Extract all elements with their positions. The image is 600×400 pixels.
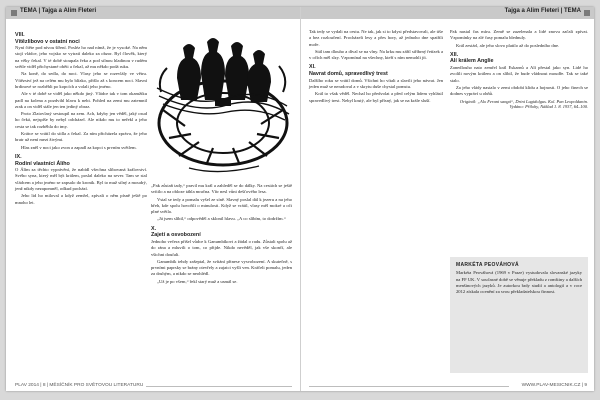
section-title: Zajetí a osvobození [151, 232, 201, 239]
section-title: Rodiní vlastníci Álího [15, 160, 70, 167]
section-number: X. [151, 225, 157, 232]
left-header-label: TÉMA | Tajga a Alim Fleteri [20, 8, 97, 14]
paragraph: Dalšího roku se vrátil domů. Všichni ho vítali a slavili jeho návrat. Jen jeden muž se neradoval a v skrytu duše chystal pomstu. [309, 77, 443, 89]
right-column-2 [450, 29, 588, 249]
left-page-header [6, 7, 300, 19]
section-number: IX. [15, 153, 22, 160]
paragraph: Tak tedy se vydali na cestu. Ne tak, jak si to kdysi představovali, ale tiše a bez rozloučení. Procházeli lesy a přes hory, až jednoho dne spatřili moře. [309, 29, 443, 47]
section-heading [15, 154, 147, 167]
paragraph: Krátce se vrátil do sídla a čekal. Za ním přicházela zpráva, že jeho bratr už není mezi živými. [15, 131, 147, 143]
paragraph: Proto Zlatovlasý sestoupil na zem. Ach, kdyby jen věděl, jaký osud ho čeká, nejspíše by nebyl odcházel. Ale nikdo mu to neřekl a jeho cesta se tak rozběhla do tmy. [15, 111, 147, 129]
paragraph: Jednoho večera přišel vůdce k Ganumbíkovi a žádal o radu. Zůstali spolu až do rána a mluvili o tom, co přijde. Nikdo nevěděl, jak vše skončí, ale všichni doufali. [151, 238, 292, 257]
paragraph: „Já jsem slíbil,“ odpověděl a sklonil hlavu. „A co slíbím, to dodržím.“ [157, 216, 286, 222]
woodcut-illustration [149, 28, 297, 178]
section-number: XI. [309, 64, 316, 71]
center-block [215, 98, 231, 106]
quote-paragraph: „Pak zůstaň tady,“ pravil mu král a zahleděl se do dálky. Na cestách se ještě svítilo a na obloze táhla mračna. Vítr nesl vůni dešťového lesa. [151, 183, 292, 195]
section-heading [450, 52, 588, 65]
left-page [6, 7, 300, 391]
paragraph: Na koně, do sedla, do noci. Vlasy jeho se rozevlály ve větru. Vítězství jež na celém mu bylo blízko, přišlo až s koncem noci. Slavní hrdinové se rozběhli po kopcích a volali jeho jméno. [15, 71, 147, 89]
section-heading [15, 32, 147, 45]
bio-text: Markéta Peováhová (1969 v Praze) vystudovala slovanské jazyky na FF UK. V současné době se věnuje překladu z romštiny a dalších menšinových jazyků. Je autorkou řady studií a antologií a v roce 2012 získala ocenění za svou překladatelskou činnost. [456, 270, 582, 295]
paragraph: Nyní čtěte pod nívou šíření. Posléz ho nad nímž, že je vysoké. Na něm stojí vládce, jeho vojsko se vytratí daleko za obzor. Byl člověk, který na věky čekal. V té době stoupala řeka a pod silnou hladinou v rudém světle viděl přichystané oběti a čekal, až mu někdo podá ruku. [15, 45, 147, 70]
footer-rule [146, 386, 292, 387]
header-marker [584, 10, 590, 16]
footer-rule [309, 386, 509, 387]
paragraph: „Už je po všem,“ řekl starý muž a usmál se. [157, 278, 238, 284]
section-number: XII. [450, 51, 459, 58]
right-page-header [301, 7, 594, 19]
paragraph: Hlas zněl v noci jako zvon a zapadl za kopci s prvním světlem. [21, 144, 137, 150]
paragraph: Král to však věděl. Nechal ho předvolat a před celým lidem vyhlásil spravedlivý trest. Nebyl krutý, ale byl přísný, jak se na krále sluší. [309, 91, 443, 103]
section-title: Alí králem Anglie [450, 58, 494, 65]
paragraph: O Álím za těchto vyprávění, že nabídl všechna slibovaná království. Svého syna, který měl být králem, poslal daleko na sever. Tam se stal vládcem a jeho jméno se zapsalo do kronik. Byl to muž silný a moudrý, jenž nikdy nezapomněl, odkud pochází. [15, 167, 147, 192]
paragraph: Jeho lid ho miloval a když zemřel, zpívali o něm písně ještě po mnoho let. [15, 193, 147, 205]
right-page-footer [301, 382, 594, 391]
paragraph: Vstal se tedy a pomalu vyšel ze síně. Slavný poslal dál k jezeru a na jeho břeh, kde spolu hovořili o minulosti. Když se vrátil, vlasy měl mokré a oči plné světla. [151, 196, 292, 215]
author-bio-box [450, 257, 588, 373]
right-header-label: Tajga a Alim Fleteri | TÉMA [504, 8, 581, 14]
document-spread [6, 7, 594, 391]
section-heading [309, 64, 443, 77]
paragraph: Za jeho vlády nastalo v zemi období klidu a hojnosti. O jeho činech se dodnes vypráví u ohňů. [450, 84, 588, 97]
section-heading [151, 226, 292, 239]
bio-title: MARKÉTA PEOVÁHOVÁ [456, 262, 519, 268]
left-column-1 [15, 29, 147, 379]
paragraph: Ale v té době se viděl jako někdo jiný. Vládce tak v tom okamžiku padl na kolena a pozdvihl hlavu k nebi. Pohled na zemi mu zatemnil zrak a on viděl stále jen ten jediný obraz. [15, 91, 147, 109]
paragraph: Zanedlouho nato zemřel král Eskarnů a Alí přestal jako syn. Lidé ho zvolili novým králem a on slíbil, že bude vládnout moudře. Tak se také stalo. [450, 65, 588, 83]
section-number: VIII. [15, 32, 25, 38]
paragraph: Pak nastal čas míru. Země se zazelenala a lidé znovu začali zpívat. Vzpomínky na zlé časy pomalu blednuly. [450, 29, 588, 41]
source-note: Originál: „Alo Ferani sangá“, Drini Lugidolgus. Kol. Pan Leopoldanin. Vydáno: Přílohy, Náklad 1. 8. 1937, 64–100. [459, 98, 588, 110]
left-footer-text: PLAV 2014 | 8 | MĚSÍČNÍK PRO SVĚTOVOU LITERATURU [15, 383, 144, 388]
header-marker [11, 10, 17, 16]
section-title: Vítězlibovo v ostatní noci [15, 38, 80, 45]
left-column-2 [151, 183, 292, 379]
paragraph: Stál tam dlouho a díval se na vlny. Na krku mu zářil stříbrný řetízek a v očích měl slzy. Vzpomínal na všechny, kteří s ním nemohli jít. [309, 48, 443, 61]
section-title: Navrat domů, spravedlivý trest [309, 71, 388, 78]
right-column-1 [309, 29, 443, 379]
left-page-footer [6, 382, 300, 391]
right-page [300, 7, 594, 391]
right-footer-text: WWW.PLAV-MESICNIK.CZ | 9 [521, 383, 587, 388]
paragraph: Král zestárl, ale jeho slovo platilo až do posledního dne. [456, 42, 560, 48]
paragraph: Ganumbík tehdy zašeptal, že svítání přinese vysvobození. A skutečně, s prvními paprsky se brány otevřely a zajatci vyšli ven. Kráčeli pomalu, jeden za druhým, a nikdo se neohlédl. [151, 258, 292, 277]
